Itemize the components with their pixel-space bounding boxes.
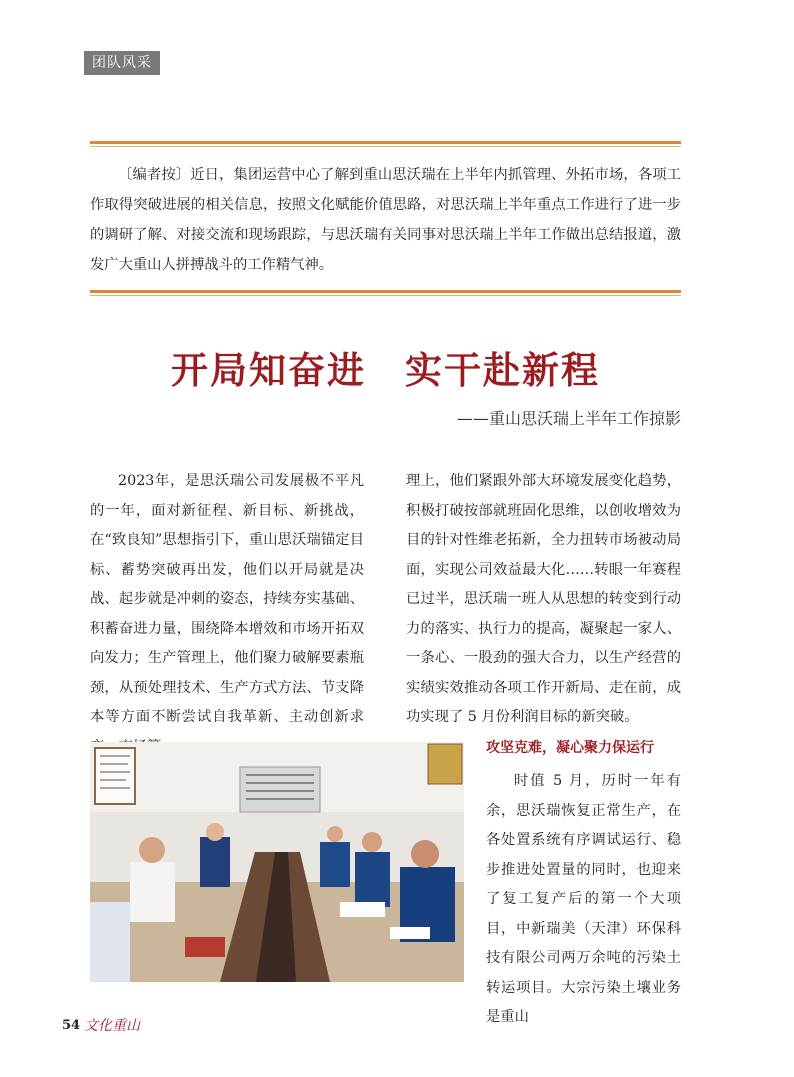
magazine-logo: 文化重山 — [84, 1018, 140, 1034]
article-subtitle: ——重山思沃瑞上半年工作掠影 — [456, 409, 681, 428]
page-number: 54 — [62, 1018, 81, 1033]
divider-bottom — [90, 290, 681, 296]
editor-note: 〔编者按〕近日，集团运营中心了解到重山思沃瑞在上半年内抓管理、外拓市场，各项工作取得突破进展的相关信息，按照文化赋能价值思路，对思沃瑞上半年重点工作进行了进一步的调研了解、对接交流和现场跟踪，与思沃瑞有关同事对思沃瑞上半年工作做出总结报道，激发广大重山人拼搏战斗的工作精气神。 — [90, 167, 681, 273]
divider-top — [90, 141, 681, 147]
article-column-1: 2023年，是思沃瑞公司发展极不平凡的一年，面对新征程、新目标、新挑战，在“致良知”思想指引下，重山思沃瑞锚定目标、蓄势突破再出发，他们以开局就是决战、起步就是冲刺的姿态，持续夯实基础、积蓄奋进力量，围绕降本增效和市场开拓双向发力；生产管理上，他们聚力破解要素瓶颈，从预处理技术、生产方式方法、节支降本等方面不断尝试自我革新、主动创新求 — [90, 473, 364, 725]
article-title: 开局知奋进 实干赴新程 — [171, 348, 600, 392]
section-subheading: 攻坚克难，凝心聚力保运行 — [486, 740, 654, 756]
article-column-3: 时值 5 月，历时一年有余，思沃瑞恢复正常生产，在各处置系统有序调试运行、稳步推进处置量的同时，也迎来了复工复产后的第一个大项目，中新瑞美（天津）环保科技有限公司两万余吨的污染土转运项目。大宗污染土壤业务是重山 — [486, 773, 681, 1025]
article-column-2: 理上，他们紧跟外部大环境发展变化趋势，积极打破按部就班固化思维，以创收增效为目的针对性维老拓新，全力扭转市场被动局面，实现公司效益最大化……转眼一年赛程已过半，思沃瑞一班人从思想的转变到行动力的落实、执行力的提高，凝聚起一家人、一条心、一股劲的强大合力，以生产经营的实绩实效推动各项工作开新局、走在前，成功实现了 5 月份利润目标的新突破。 — [406, 473, 681, 725]
meeting-photo — [90, 742, 464, 982]
section-tag: 团队风采 — [84, 51, 160, 75]
